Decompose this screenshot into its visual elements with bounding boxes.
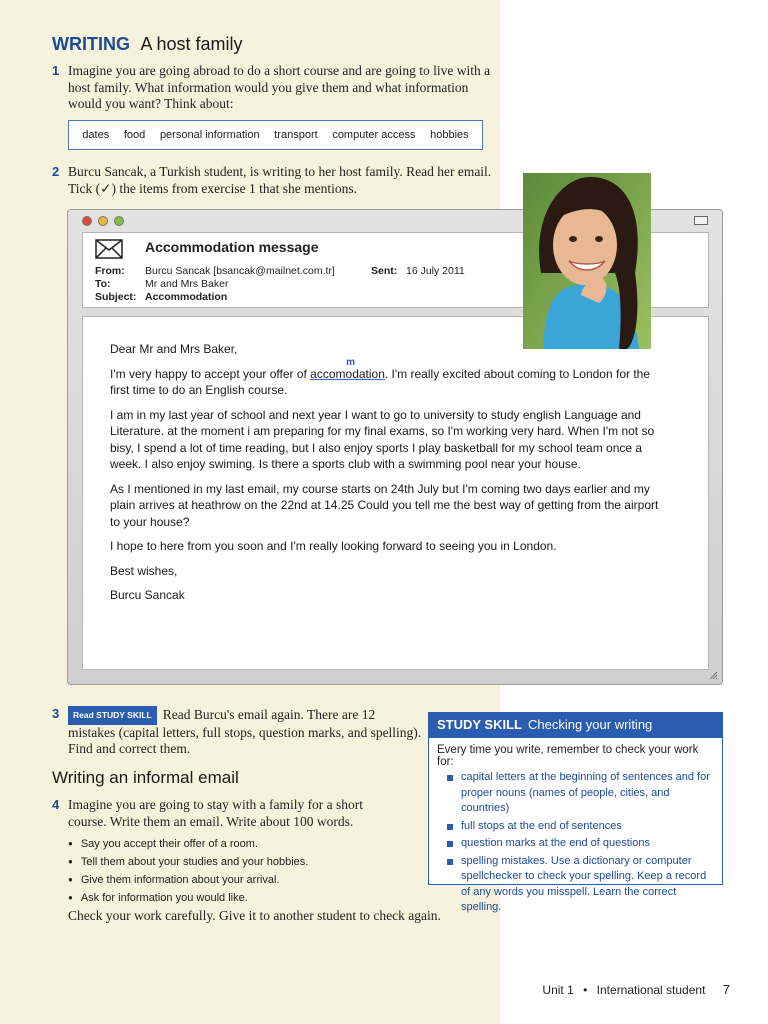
correction-mark: m xyxy=(346,356,356,368)
email-closing: Best wishes, xyxy=(110,563,178,578)
page-number: 7 xyxy=(722,982,730,997)
list-item: ● Give them information about your arrival. xyxy=(68,871,308,889)
list-item: capital letters at the beginning of sentences and for proper nouns (names of people, cities, and countries) xyxy=(449,770,712,817)
zoom-window-icon[interactable] xyxy=(114,216,124,226)
word-item: dates xyxy=(82,129,110,141)
list-item: full stops at the end of sentences xyxy=(449,819,712,835)
study-skill-title: Checking your writing xyxy=(528,717,653,732)
sent-label: Sent: xyxy=(371,265,398,277)
exercise-number: 1 xyxy=(52,63,60,78)
misspelled-word: accomodation xyxy=(310,366,385,381)
word-item: personal information xyxy=(159,129,260,141)
list-item: spelling mistakes. Use a dictionary or computer spellchecker to check your spelling. Keep a record of any words you misspell. Learn the correct spelling. xyxy=(449,854,712,916)
study-skill-label: STUDY SKILL xyxy=(437,717,522,732)
word-box xyxy=(68,120,483,150)
list-item: ● Ask for information you would like. xyxy=(68,889,308,907)
sent-value: 16 July 2011 xyxy=(406,265,465,277)
student-photo xyxy=(523,173,651,349)
email-body xyxy=(82,316,709,670)
word-item: computer access xyxy=(332,129,416,141)
exercise-1-text: Imagine you are going abroad to do a short course and are going to live with a host family. What information would you give them and what information would you want? Think about: xyxy=(68,63,491,111)
word-item: hobbies xyxy=(430,129,469,141)
email-paragraph: As I mentioned in my last email, my course starts on 24th July but I'm coming two days earlier and my plain arrives at heathrow on the 22nd at 14.25 Could you tell me the best way of getting from the airport to your house? xyxy=(110,481,659,529)
email-greeting: Dear Mr and Mrs Baker, xyxy=(110,342,238,356)
minimize-window-icon[interactable] xyxy=(98,216,108,226)
study-skill-intro: Every time you write, remember to check your work for: xyxy=(437,744,699,768)
from-label: From: xyxy=(95,265,125,277)
list-item: question marks at the end of questions xyxy=(449,836,712,852)
to-value: Mr and Mrs Baker xyxy=(145,278,229,290)
footer-topic: International student xyxy=(596,983,706,997)
subheading: Writing an informal email xyxy=(52,768,239,787)
email-text: I'm very happy to accept your offer of xyxy=(110,366,311,381)
exercise-number: 3 xyxy=(52,706,60,721)
envelope-icon xyxy=(95,239,123,259)
exercise-4-text: Imagine you are going to stay with a family for a short course. Write them an email. Write about 100 words. xyxy=(68,797,364,829)
email-paragraph: I hope to here from you soon and I'm really looking forward to seeing you in London. xyxy=(110,539,557,553)
word-item: transport xyxy=(274,129,318,141)
list-item: ● Say you accept their offer of a room. xyxy=(68,835,308,853)
footer-separator: • xyxy=(583,983,588,997)
footer-unit: Unit 1 xyxy=(542,983,574,997)
exercise-3-text xyxy=(68,706,423,758)
exercise-3-instructions: Read Burcu's email again. There are 12 mistakes (capital letters, full stops, question marks, and spelling). Find and correct them. xyxy=(68,707,422,756)
section-keyword: WRITING xyxy=(52,34,130,54)
section-title: A host family xyxy=(140,34,243,54)
to-label: To: xyxy=(95,278,111,290)
list-item: ● Tell them about your studies and your hobbies. xyxy=(68,853,308,871)
email-paragraph: I am in my last year of school and next year I want to go to university to study english Language and Literature. at the moment i am preparing for my final exams, so I'm working very hard. When I'm not so bisy, I spend a lot of time reading, but I also enjoy sports I play basketball for my school team once a week. I also enjoy swiming. Is there a sports club with a swimming pool near your house. xyxy=(110,407,655,471)
exercise-number: 4 xyxy=(52,797,60,812)
study-skill-box xyxy=(428,712,723,913)
resize-handle-icon[interactable] xyxy=(708,670,718,680)
page-footer xyxy=(542,982,730,997)
section-heading xyxy=(52,34,243,55)
maximize-icon[interactable] xyxy=(694,216,708,225)
subject-label: Subject: xyxy=(95,291,137,303)
subject-value: Accommodation xyxy=(145,291,228,303)
exercise-4-final: Check your work carefully. Give it to another student to check again. xyxy=(68,908,441,923)
email-text: . I'm really excited about coming to London for the first time to do an English course. xyxy=(110,366,650,397)
study-skill-header xyxy=(429,713,722,738)
email-signature: Burcu Sancak xyxy=(110,588,185,602)
word-item: food xyxy=(123,129,146,141)
exercise-2-text: Burcu Sancak, a Turkish student, is writing to her host family. Read her email. Tick (✓) the items from exercise 1 that she mentions. xyxy=(68,164,492,196)
from-value: Burcu Sancak [bsancak@mailnet.com.tr] xyxy=(145,265,335,277)
corrected-word xyxy=(310,356,385,381)
message-title: Accommodation message xyxy=(145,239,319,255)
close-window-icon[interactable] xyxy=(82,216,92,226)
study-skill-tag[interactable]: Read STUDY SKILL xyxy=(68,706,157,725)
exercise-4-bullets xyxy=(68,835,308,907)
study-skill-list xyxy=(429,770,722,916)
email-paragraph xyxy=(110,356,668,399)
exercise-number: 2 xyxy=(52,164,60,179)
